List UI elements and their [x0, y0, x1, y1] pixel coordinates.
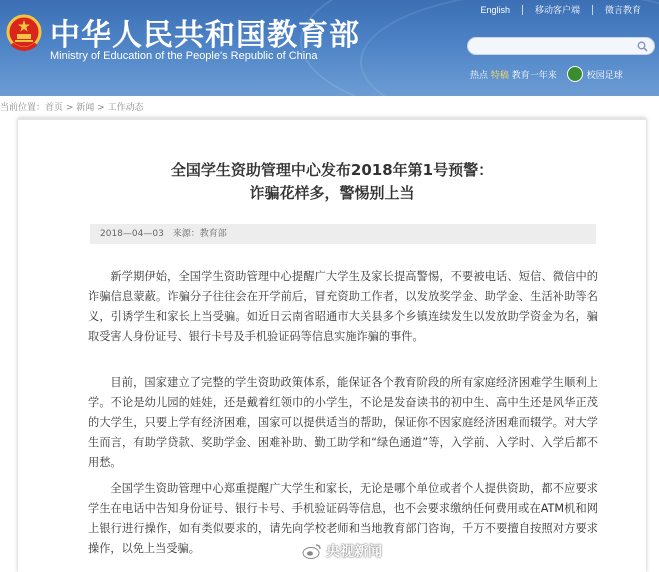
hot-label: 特稿 — [490, 70, 509, 81]
breadcrumb-prefix: 当前位置： — [0, 103, 46, 113]
campus-football-link[interactable]: 校园足球 — [586, 70, 623, 81]
site-title-cn[interactable]: 中华人民共和国教育部 — [50, 18, 360, 53]
search-input[interactable] — [476, 42, 630, 58]
site-header — [0, 0, 659, 96]
article-paragraph: 全国学生资助管理中心郑重提醒广大学生和家长，无论是哪个单位或者个人提供资助，都不应要求学生在电话中告知身份证号、银行卡号、手机验证码等信息，也不会要求缴纳任何费用或在ATM机和网上银行进行操作，如有类似要求的，请先向学校老师和当地教育部门咨询，千万不要擅自按照对方要求操作，以免上当受骗。 — [88, 482, 598, 555]
hot-topic-text: 教育一年来 — [508, 70, 557, 81]
article-paragraph: 新学期伊始，全国学生资助管理中心提醒广大学生及家长提高警惕，不要被电话、短信、微信中的诈骗信息蒙蔽。诈骗分子往往会在开学前后，冒充资助工作者，以发放奖学金、助学金、生活补助等名义，引诱学生和家长上当受骗。如近日云南省昭通市大关县多个乡镇连续发生以发放助学资金为名，骗取受害人身份证号、银行卡号及手机验证码等信息实施诈骗的事件。 — [88, 270, 598, 343]
article-meta — [90, 224, 596, 244]
breadcrumb-separator: > — [94, 103, 108, 113]
breadcrumb-work-news[interactable]: 工作动态 — [107, 103, 144, 113]
article-source: 来源：教育部 — [172, 229, 227, 239]
breadcrumb-separator: > — [63, 103, 77, 113]
mobile-client-link[interactable]: 移动客户端 — [534, 5, 580, 15]
article-title-line1: 全国学生资助管理中心发布2018年第1号预警： — [170, 161, 494, 179]
weiyan-education-link[interactable]: 微言教育 — [604, 5, 641, 15]
breadcrumb-news[interactable]: 新闻 — [76, 103, 95, 113]
hot-topic-prefix: 热点 — [470, 70, 491, 81]
breadcrumb-home[interactable]: 首页 — [45, 103, 64, 113]
search-icon[interactable] — [637, 41, 648, 52]
article-title-line2: 诈骗花样多，警惕别上当 — [249, 184, 415, 202]
weibo-icon — [302, 543, 322, 559]
national-emblem-icon[interactable] — [6, 14, 42, 54]
football-icon — [567, 66, 583, 82]
article-date: 2018—04—03 — [100, 229, 164, 239]
breadcrumb — [0, 100, 144, 113]
english-link[interactable]: English — [480, 5, 510, 15]
search-box — [467, 37, 655, 55]
article-paragraph: 目前，国家建立了完整的学生资助政策体系，能保证各个教育阶段的所有家庭经济困难学生顺利上学。不论是幼儿园的娃娃，还是戴着红领巾的小学生，不论是发奋读书的初中生、高中生还是风华正茂的大学生，只要上学有经济困难，国家可以提供适当的帮助，保证你不因家庭经济困难而辍学。对大学生而言，有助学贷款、奖助学金、困难补助、勤工助学和“绿色通道”等，入学前、入学时、入学后都不用愁。 — [88, 376, 598, 469]
site-title-en: Ministry of Education of the People's Republic of China — [50, 50, 318, 62]
watermark-text: 央视新闻 — [326, 544, 382, 560]
hot-topic-link[interactable] — [470, 68, 557, 81]
quick-links — [470, 66, 633, 82]
article-container — [18, 118, 646, 572]
cctv-news-watermark — [302, 541, 382, 561]
top-links — [468, 2, 653, 18]
